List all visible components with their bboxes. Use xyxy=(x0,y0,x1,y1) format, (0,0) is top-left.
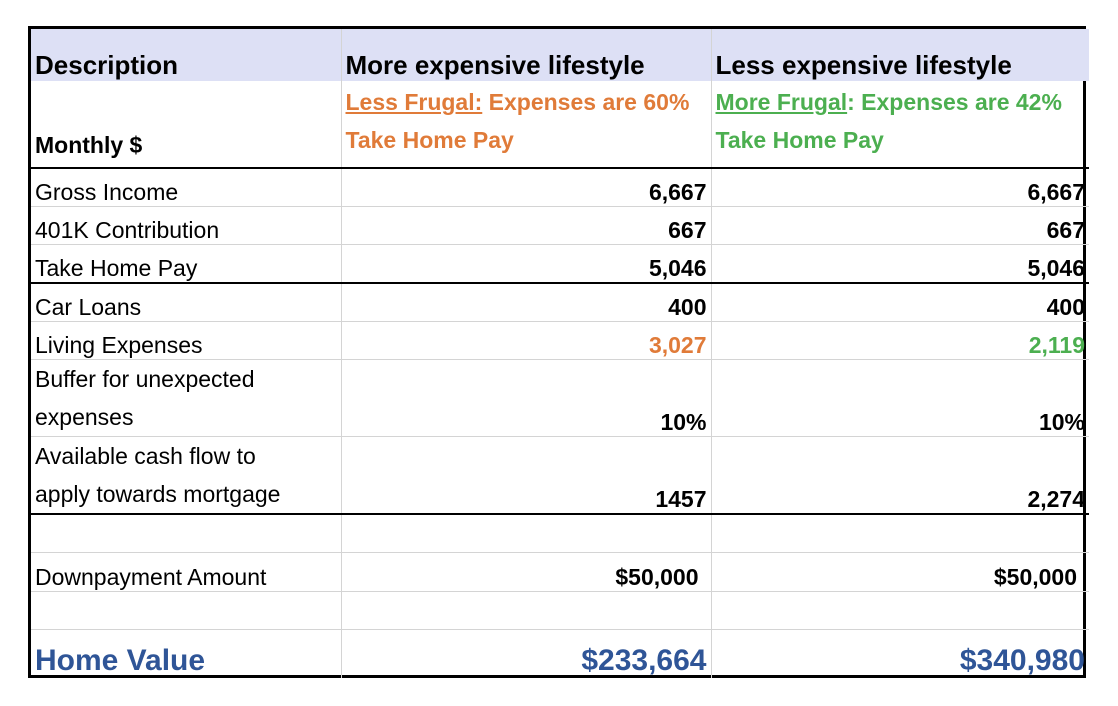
more-frugal-line2: Take Home Pay xyxy=(715,127,884,153)
blank-cell[interactable] xyxy=(341,514,711,553)
cell-more-cashflow[interactable]: 1457 xyxy=(341,437,711,515)
table-row xyxy=(31,207,1089,245)
less-frugal-text: Expenses are 60% xyxy=(482,89,690,115)
buffer-line2: expenses xyxy=(35,404,134,430)
row-label-downpayment[interactable]: Downpayment Amount xyxy=(31,553,341,592)
cashflow-line2: apply towards mortgage xyxy=(35,481,281,507)
cell-more-home-value[interactable]: $233,664 xyxy=(341,630,711,679)
cell-more-buffer[interactable]: 10% xyxy=(341,360,711,437)
header-row xyxy=(31,29,1089,81)
buffer-line1: Buffer for unexpected xyxy=(35,366,255,392)
cell-less-cashflow[interactable]: 2,274 xyxy=(711,437,1089,515)
header-description[interactable]: Description xyxy=(31,29,341,81)
cell-less-home-value[interactable]: $340,980 xyxy=(959,644,1085,677)
less-frugal-link[interactable]: Less Frugal: xyxy=(345,89,483,115)
table-row xyxy=(31,553,1089,592)
cell-more-living-expenses[interactable]: 3,027 xyxy=(341,322,711,360)
cell-less-gross-income[interactable]: 6,667 xyxy=(711,168,1089,207)
blank-cell[interactable] xyxy=(711,514,1089,553)
row-label-401k[interactable]: 401K Contribution xyxy=(31,207,341,245)
table-row xyxy=(31,168,1089,207)
subheader-monthly[interactable]: Monthly $ xyxy=(31,81,341,168)
table-row xyxy=(31,592,1089,630)
spreadsheet-table-frame xyxy=(28,26,1086,678)
row-label-cashflow[interactable] xyxy=(31,437,341,515)
table-row xyxy=(31,360,1089,437)
cell-less-downpayment[interactable]: $50,000 xyxy=(711,553,1089,592)
header-less-expensive[interactable]: Less expensive lifestyle xyxy=(711,29,1089,81)
row-label-take-home[interactable]: Take Home Pay xyxy=(31,245,341,284)
cell-less-buffer[interactable]: 10% xyxy=(711,360,1089,437)
more-frugal-link[interactable]: More Frugal xyxy=(715,89,848,115)
row-label-buffer[interactable] xyxy=(31,360,341,437)
table-row xyxy=(31,245,1089,284)
subheader-more-frugal-cell[interactable] xyxy=(711,81,1089,168)
header-more-expensive[interactable]: More expensive lifestyle xyxy=(341,29,711,81)
home-value-row xyxy=(31,630,1089,679)
blank-cell[interactable] xyxy=(31,592,341,630)
blank-cell[interactable] xyxy=(31,514,341,553)
row-label-car-loans[interactable]: Car Loans xyxy=(31,283,341,322)
row-label-home-value[interactable]: Home Value xyxy=(31,630,341,679)
blank-cell[interactable] xyxy=(341,592,711,630)
row-label-living-expenses[interactable]: Living Expenses xyxy=(31,322,341,360)
subheader-less-frugal-cell[interactable] xyxy=(341,81,711,168)
cell-more-401k[interactable]: 667 xyxy=(341,207,711,245)
blank-cell[interactable] xyxy=(711,592,1089,630)
cell-more-car-loans[interactable]: 400 xyxy=(341,283,711,322)
table-row xyxy=(31,437,1089,515)
table-row xyxy=(31,514,1089,553)
cell-less-living-expenses[interactable]: 2,119 xyxy=(711,322,1089,360)
cell-more-downpayment[interactable]: $50,000 xyxy=(341,553,711,592)
cashflow-line1: Available cash flow to xyxy=(35,443,256,469)
more-frugal-text: : Expenses are 42% xyxy=(847,89,1062,115)
less-frugal-line2: Take Home Pay xyxy=(345,127,514,153)
mortgage-comparison-table xyxy=(31,29,1089,678)
cell-more-take-home[interactable]: 5,046 xyxy=(341,245,711,284)
cell-more-gross-income[interactable]: 6,667 xyxy=(341,168,711,207)
cell-less-take-home[interactable]: 5,046 xyxy=(711,245,1089,284)
row-label-gross-income[interactable]: Gross Income xyxy=(31,168,341,207)
cell-less-car-loans[interactable]: 400 xyxy=(711,283,1089,322)
subheader-row xyxy=(31,81,1089,168)
table-row xyxy=(31,283,1089,322)
cell-less-401k[interactable]: 667 xyxy=(711,207,1089,245)
table-row xyxy=(31,322,1089,360)
